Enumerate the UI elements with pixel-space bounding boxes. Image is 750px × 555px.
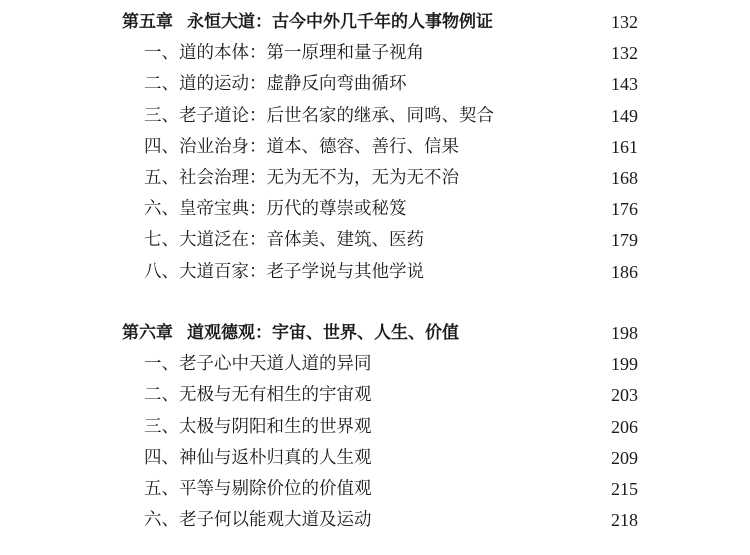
entry-page-number: 186 bbox=[611, 261, 638, 282]
entry-title: 一、道的本体：第一原理和量子视角 bbox=[144, 43, 424, 64]
entry-page-number: 149 bbox=[611, 105, 638, 126]
toc-entry[interactable] bbox=[0, 163, 750, 194]
chapter-5 bbox=[0, 7, 750, 288]
toc-entry[interactable] bbox=[0, 132, 750, 163]
toc-entry[interactable] bbox=[0, 443, 750, 474]
chapter-label: 第六章 bbox=[122, 323, 173, 343]
toc-entry[interactable] bbox=[0, 474, 750, 505]
toc-entry[interactable] bbox=[0, 194, 750, 225]
entry-page-number: 176 bbox=[611, 199, 638, 220]
toc-entry[interactable] bbox=[0, 225, 750, 256]
entry-title: 七、大道泛在：音体美、建筑、医药 bbox=[144, 230, 424, 251]
chapter-page-number: 132 bbox=[611, 12, 638, 32]
entry-title: 六、皇帝宝典：历代的尊崇或秘笈 bbox=[144, 199, 407, 220]
toc-entry[interactable] bbox=[0, 38, 750, 69]
entry-title: 二、道的运动：虚静反向弯曲循环 bbox=[144, 74, 407, 95]
entry-title: 二、无极与无有相生的宇宙观 bbox=[144, 385, 372, 406]
entry-page-number: 215 bbox=[611, 478, 638, 499]
entry-page-number: 161 bbox=[611, 136, 638, 157]
entry-title: 四、治业治身：道本、德容、善行、信果 bbox=[144, 136, 459, 157]
entry-title: 三、太极与阴阳和生的世界观 bbox=[144, 416, 372, 437]
entry-title: 八、大道百家：老子学说与其他学说 bbox=[144, 261, 424, 282]
entry-page-number: 168 bbox=[611, 167, 638, 188]
chapter-page-number: 198 bbox=[611, 323, 638, 343]
toc-entry[interactable] bbox=[0, 412, 750, 443]
entry-title: 四、神仙与返朴归真的人生观 bbox=[144, 447, 372, 468]
chapter-label: 第五章 bbox=[122, 12, 173, 32]
entry-title: 三、老子道论：后世名家的继承、同鸣、契合 bbox=[144, 105, 494, 126]
toc-entry[interactable] bbox=[0, 69, 750, 100]
toc-entry[interactable] bbox=[0, 349, 750, 380]
entry-title: 一、老子心中天道人道的异同 bbox=[144, 354, 372, 375]
chapter-title: 道观德观：宇宙、世界、人生、价值 bbox=[187, 323, 459, 343]
entry-page-number: 143 bbox=[611, 74, 638, 95]
entry-page-number: 132 bbox=[611, 43, 638, 64]
toc-entry[interactable] bbox=[0, 505, 750, 536]
entry-page-number: 209 bbox=[611, 447, 638, 468]
toc-entry[interactable] bbox=[0, 101, 750, 132]
entry-title: 五、社会治理：无为无不为，无为无不治 bbox=[144, 167, 459, 188]
entry-title: 五、平等与剔除价位的价值观 bbox=[144, 478, 372, 499]
entry-page-number: 179 bbox=[611, 230, 638, 251]
toc-entry[interactable] bbox=[0, 380, 750, 411]
chapter-heading[interactable] bbox=[0, 318, 750, 349]
entry-page-number: 203 bbox=[611, 385, 638, 406]
entry-page-number: 218 bbox=[611, 510, 638, 531]
entry-page-number: 199 bbox=[611, 354, 638, 375]
entry-page-number: 206 bbox=[611, 416, 638, 437]
chapter-6 bbox=[0, 318, 750, 536]
chapter-title: 永恒大道：古今中外几千年的人事物例证 bbox=[187, 12, 493, 32]
entry-title: 六、老子何以能观大道及运动 bbox=[144, 510, 372, 531]
toc-entry[interactable] bbox=[0, 257, 750, 288]
chapter-heading[interactable] bbox=[0, 7, 750, 38]
